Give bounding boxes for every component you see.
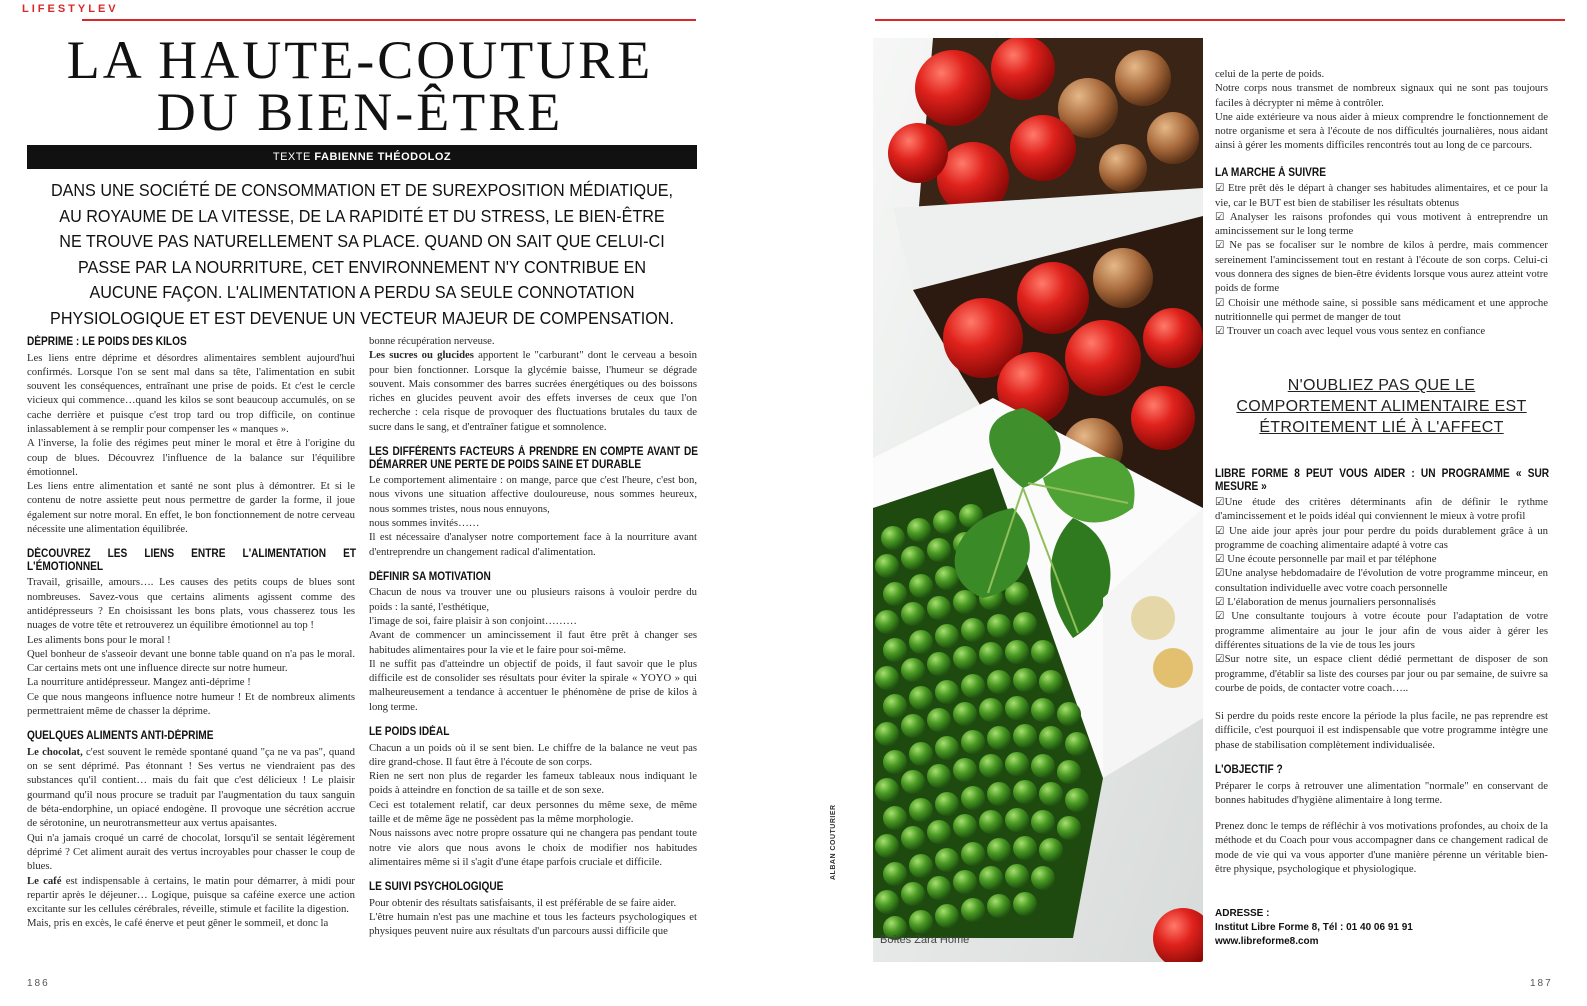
title-line-2: DU BIEN-ÊTRE — [156, 82, 564, 142]
column-3-top — [1215, 67, 1548, 339]
program-item: ☑Une analyse hebdomadaire de l'évolution de votre programme minceur, en consultation individuelle avec votre coach personnelle — [1215, 567, 1548, 594]
paragraph: Notre corps nous transmet de nombreux signaux qui ne sont pas toujours faciles à décrypter ni même à contrôler. — [1215, 82, 1548, 109]
heading-marche: LA MARCHE À SUIVRE — [1215, 166, 1326, 179]
food-illustration — [873, 38, 1203, 962]
paragraph-text: est indispensable à certains, le matin pour démarrer, à midi pour repartir après le déjeuner… Logique, puisque sa caféine exerce une action excitante sur les cellules cérébrales, réveille, stimule et facilite la digestion. — [27, 874, 355, 916]
step-item: ☑ Choisir une méthode saine, si possible sans médicament et une approche nutritionnelle qui permet de manger de tout — [1215, 296, 1548, 323]
step-item: ☑ Ne pas se focaliser sur le nombre de kilos à perdre, mais commencer sereinement l'amincissement tout en restant à l'écoute de son corps. Celui-ci vous donnera des signes de bien-être évidents lorsque vous aurez atteint votre poids de forme — [1215, 239, 1548, 295]
bold-lead: Les sucres ou glucides — [369, 349, 474, 362]
paragraph: Il ne suffit pas d'atteindre un objectif de poids, il faut savoir que le plus difficile est de consolider ses résultats pour éviter la spirale « YOYO » qui malheureusement a tendance à accentuer le phénomène de prise de kilos à long terme. — [369, 657, 697, 713]
column-2 — [369, 334, 697, 939]
paragraph: Quel bonheur de s'asseoir devant une bonne table quand on n'a pas le moral. Car certains mets ont une influence directe sur notre humeur. — [27, 647, 355, 675]
address-block — [1215, 907, 1548, 949]
photo-caption: Boîtes Zara Home — [880, 934, 970, 946]
heading-suivi: LE SUIVI PSYCHOLOGIQUE — [369, 881, 504, 894]
page-number-right: 187 — [1530, 978, 1553, 989]
program-item: ☑Une étude des critères déterminants afin de définir le rythme d'amincissement et le poids idéal qui conviennent le mieux à votre profil — [1215, 496, 1548, 523]
byline-bar — [27, 145, 697, 169]
header-rule-left — [82, 19, 696, 21]
program-item: ☑ Une consultante toujours à votre écoute pour l'adaptation de votre programme alimentaire au jour le jour afin de vous aider à gérer les différentes situations de la vie de tous les jours — [1215, 610, 1548, 651]
paragraph: Le comportement alimentaire : on mange, parce que c'est l'heure, c'est bon, nous vivons une situation affective douloureuse, nous sommes heureux, nous sommes tristes, nous nous ennuyons, — [369, 474, 697, 515]
paragraph: Une aide extérieure va nous aider à mieux comprendre le fonctionnement de notre organisme et sera à l'écoute de nos difficultés journalières, nous aidant ainsi à gérer les moments difficiles rencontrés tout au long de ce parcours. — [1215, 110, 1548, 152]
column-3-bottom — [1215, 468, 1548, 876]
byline-author: FABIENNE THÉODOLOZ — [314, 151, 452, 163]
heading-aliments: QUELQUES ALIMENTS ANTI-DÉPRIME — [27, 730, 214, 743]
paragraph: Chacun de nous va trouver une ou plusieurs raisons à vouloir perdre du poids : la santé, l'esthétique, — [369, 586, 697, 613]
program-item: ☑ L'élaboration de menus journaliers personnalisés — [1215, 596, 1436, 609]
paragraph: l'image de soi, faire plaisir à son conjoint……… — [369, 614, 577, 627]
bold-lead: Le chocolat, — [27, 745, 83, 758]
paragraph: Il est nécessaire d'analyser notre comportement face à la nourriture avant d'entreprendre un changement radical d'alimentation. — [369, 531, 697, 558]
bold-lead: Le café — [27, 874, 62, 887]
heading-facteurs: LES DIFFÉRENTS FACTEURS À PRENDRE EN COMPTE AVANT DE DÉMARRER UNE PERTE DE POIDS SAINE ET DURABLE — [369, 446, 699, 471]
byline-prefix: TEXTE — [272, 151, 311, 163]
paragraph: celui de la perte de poids. — [1215, 68, 1325, 80]
page-number-left: 186 — [27, 978, 50, 989]
paragraph: Nous naissons avec notre propre ossature qui ne changera pas pendant toute notre vie alors que nous avons le choix de modifier nos habitudes alimentaires même si il s'agit d'une étape parfois cruciale et difficile. — [369, 827, 697, 868]
program-item: ☑ Une aide jour après jour pour perdre du poids durablement grâce à un programme de coaching alimentaire adapté à votre cas — [1215, 524, 1548, 551]
heading-deprime: DÉPRIME : LE POIDS DES KILOS — [27, 336, 187, 348]
paragraph: Les liens entre alimentation et santé ne sont plus à démontrer. Et si le contenu de notre assiette peut nous permettre de garder la forme, il joue également sur notre moral. En effet, le bon fonctionnement de notre cerveau nécessite une alimentation équilibrée. — [27, 480, 355, 536]
paragraph: Si perdre du poids reste encore la période la plus facile, ne pas reprendre est difficile, c'est pourquoi il est indispensable que votre programme intègre une phase de stabilisation complètement individualisée. — [1215, 710, 1548, 751]
paragraph: Rien ne sert non plus de regarder les fameux tableaux nous indiquant le poids à atteindre en fonction de sa taille et de son sexe. — [369, 770, 697, 797]
food-photo — [873, 38, 1203, 962]
paragraph: La nourriture antidépresseur. Mangez anti-déprime ! — [27, 676, 251, 689]
paragraph: Avant de commencer un amincissement il faut être prêt à changer ses habitudes alimentaires pour la vie et le faire pour soi-même. — [369, 629, 697, 656]
paragraph: Prenez donc le temps de réfléchir à vos motivations profondes, au choix de la méthode et du Coach pour vous accompagner dans ce changement radical de mode de vie qui va vous apporter d'une manière pérenne un véritable bien-être physique, psychologique et physiologique. — [1215, 820, 1548, 876]
paragraph: Travail, grisaille, amours…. Les causes des petits coups de blues sont nombreuses. Savez-vous que certains aliments agissent comme des antidépresseurs ? En choisissant les bons plats, vous chasserez tous les nuages de votre tête et retrouverez un équilibre émotionnel au top ! — [27, 576, 355, 632]
pull-quote: N'OUBLIEZ PAS QUE LE COMPORTEMENT ALIMENTAIRE EST ÉTROITEMENT LIÉ À L'AFFECT — [1236, 377, 1527, 436]
paragraph: Chacun a un poids où il se sent bien. Le chiffre de la balance ne veut pas dire grand-chose. Il faut être à l'écoute de son corps. — [369, 741, 697, 768]
website-link[interactable]: www.libreforme8.com — [1215, 936, 1319, 947]
paragraph: Ceci est totalement relatif, car deux personnes du même sexe, de même taille et de même âge ne possèdent pas la même morphologie. — [369, 798, 697, 826]
paragraph: Pour obtenir des résultats satisfaisants, il est préférable de se faire aider. — [369, 896, 677, 909]
address-label: ADRESSE : — [1215, 908, 1270, 919]
paragraph-text: apportent le "carburant" dont le cerveau a besoin pour bien fonctionner. Lorsque la glycémie baisse, l'humeur se dégrade souvent. Mais consommer des barres sucrées énergétiques ou des boissons riches en glucides peuvent avoir des effets inverses de ceux que l'on recherche : cela risque de provoquer des fluctuations brutales du taux de sucre dans le sang, et d'entraîner fatigue et somnolence. — [369, 349, 697, 433]
paragraph: nous sommes invités…… — [369, 516, 480, 529]
address-line: Institut Libre Forme 8, Tél : 01 40 06 91 91 — [1215, 922, 1413, 933]
paragraph — [369, 348, 697, 434]
header-rule-right — [875, 19, 1565, 21]
paragraph: Mais, pris en excès, le café énerve et peut gêner le sommeil, et donc la — [27, 917, 329, 930]
lede: DANS UNE SOCIÉTÉ DE CONSOMMATION ET DE SUREXPOSITION MÉDIATIQUE, AU ROYAUME DE LA VITESSE, DE LA RAPIDITÉ ET DU STRESS, LE BIEN-ÊTRE NE TROUVE PAS NATURELLEMENT SA PLACE. QUAND ON SAIT QUE CELUI-CI PASSE PAR LA NOURRITURE, CET ENVIRONNEMENT N'Y CONTRIBUE EN AUCUNE FAÇON. L'ALIMENTATION A PERDU SA SEULE CONNOTATION PHYSIOLOGIQUE ET EST DEVENUE UN VECTEUR MAJEUR DE COMPENSATION. — [50, 180, 674, 328]
paragraph: Ce que nous mangeons influence notre humeur ! Et de nombreux aliments permettraient même de chasser la déprime. — [27, 690, 355, 718]
paragraph: L'être humain n'est pas une machine et tous les facteurs psychologiques et physiques peuvent nuire aux résultats d'un parcours aussi difficile que — [369, 911, 697, 938]
step-item: ☑ Trouver un coach avec lequel vous vous sentez en confiance — [1215, 325, 1486, 338]
section-tag: LIFESTYLEV — [22, 3, 119, 15]
column-1 — [27, 336, 355, 931]
paragraph — [27, 745, 355, 831]
paragraph — [27, 874, 355, 917]
heading-objectif: L'OBJECTIF ? — [1215, 764, 1283, 777]
heading-libre-forme: LIBRE FORME 8 PEUT VOUS AIDER : UN PROGRAMME « SUR MESURE » — [1215, 468, 1550, 493]
program-item: ☑Sur notre site, un espace client dédié permettant de disposer de son programme, d'établir sa liste des courses par jour ou par semaine, de suivre sa courbe de poids, de contacter votre coach….. — [1215, 653, 1548, 694]
heading-motivation: DÉFINIR SA MOTIVATION — [369, 570, 491, 583]
paragraph: bonne récupération nerveuse. — [369, 335, 495, 347]
program-item: ☑ Une écoute personnelle par mail et par téléphone — [1215, 553, 1437, 566]
paragraph: A l'inverse, la folie des régimes peut miner le moral et être à l'origine du coup de blues. Découvrez l'influence de la balance sur l'équilibre émotionnel. — [27, 437, 355, 478]
paragraph: Préparer le corps à retrouver une alimentation "normale" en conservant de bonnes habitudes d'hygiène alimentaire à long terme. — [1215, 779, 1548, 806]
paragraph: Les liens entre déprime et désordres alimentaires semblent aujourd'hui confirmés. Lorsque l'on se sent mal dans sa tête, l'alimentation en subit souvent les conséquences, entraînant une prise de poids. Et c'est le cercle vicieux qui commence…quand les kilos se sont beaucoup accumulés, on se cache derrière et puisque c'est trop tard ou trop difficile, on continue inlassablement à se remplir pour compenser les « manques ». — [27, 351, 355, 435]
heading-poids-ideal: LE POIDS IDÉAL — [369, 726, 450, 739]
paragraph: Qui n'a jamais croqué un carré de chocolat, lorsqu'il se sentait légèrement déprimé ? Cet aliment aurait des vertus incroyables pour chasser le coup de blues. — [27, 831, 355, 873]
title-line-1: LA HAUTE-COUTURE — [66, 30, 654, 90]
step-item: ☑ Etre prêt dès le départ à changer ses habitudes alimentaires, et ce pour la vie, car le BUT est bien de stabiliser les résultats obtenus — [1215, 182, 1548, 209]
photo-credit: ALBAN COUTURIER — [830, 804, 837, 880]
step-item: ☑ Analyser les raisons profondes qui vous motivent à entreprendre un amincissement sur le long terme — [1215, 210, 1548, 238]
paragraph: Les aliments bons pour le moral ! — [27, 633, 171, 646]
heading-liens: DÉCOUVREZ LES LIENS ENTRE L'ALIMENTATION ET L'ÉMOTIONNEL — [27, 548, 357, 573]
paragraph-text: c'est souvent le remède spontané quand "ça ne va pas", quand on se sent déprimé. Pas étonnant ! Ses vertus ne viendraient pas des substances qu'il contient… mais du fait que c'est délicieux ! Le plaisir gourmand qu'il nous procure se traduit par l'augmentation du taux sanguin de béta-endorphine, un opiacé endogène. Il provoque une sécrétion accrue de sérotonine, un neurotransmetteur aux vertus apaisantes. — [27, 745, 356, 830]
